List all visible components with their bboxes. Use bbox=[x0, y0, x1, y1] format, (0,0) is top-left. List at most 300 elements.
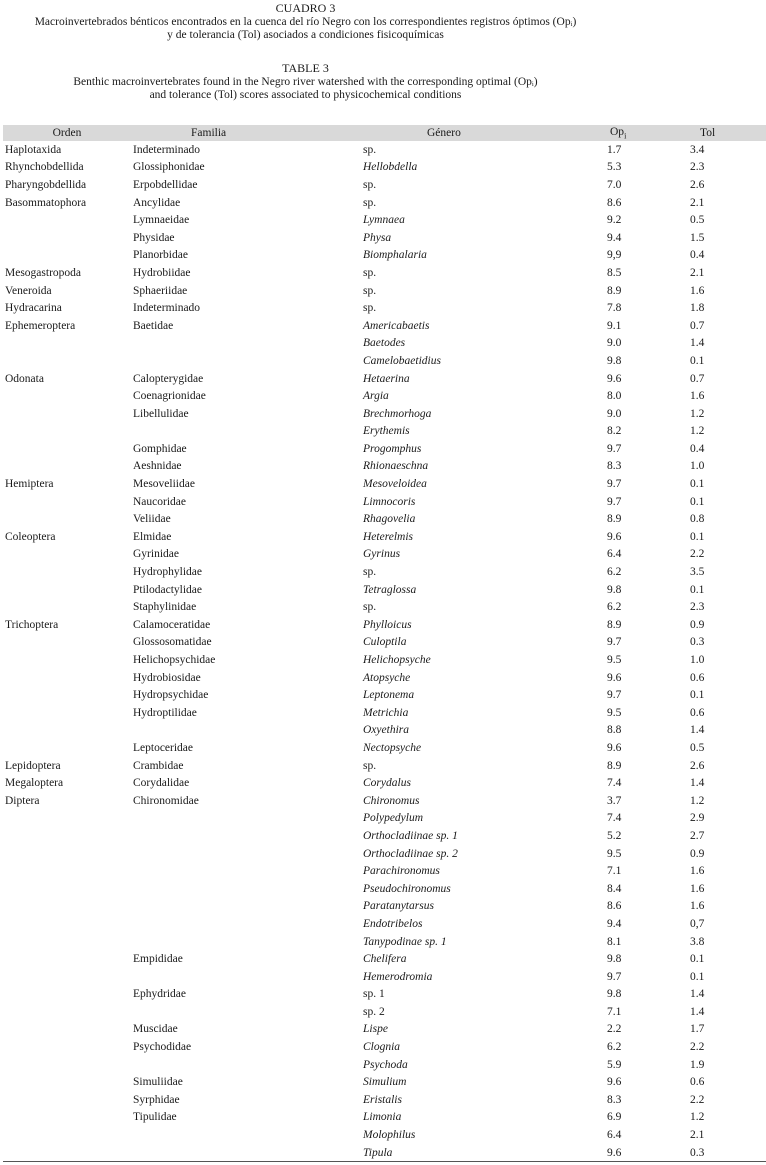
cell-tol: 0.4 bbox=[690, 249, 705, 262]
cell-genero: Metrichia bbox=[363, 706, 409, 719]
cell-tol: 1.6 bbox=[690, 390, 705, 403]
cell-orden: Haplotaxida bbox=[5, 143, 62, 156]
cell-tol: 0.4 bbox=[690, 442, 705, 455]
cell-genero: sp. bbox=[363, 178, 377, 191]
cell-genero: sp. bbox=[363, 601, 377, 614]
cell-orden bbox=[3, 704, 131, 722]
cell-genero: Heterelmis bbox=[363, 530, 414, 543]
cell-op: 7.4 bbox=[607, 812, 622, 825]
cell-orden: Mesogastropoda bbox=[5, 266, 82, 279]
cell-genero: sp. bbox=[363, 302, 377, 315]
table-row bbox=[3, 387, 766, 405]
cell-orden bbox=[3, 651, 131, 669]
cell-familia: Empididae bbox=[133, 953, 183, 966]
table-row bbox=[3, 176, 766, 194]
cell-genero: Pseudochironomus bbox=[363, 882, 451, 895]
cell-op: 9.6 bbox=[607, 671, 622, 684]
cell-orden: Trichoptera bbox=[5, 618, 59, 631]
table-row bbox=[3, 141, 766, 159]
cell-tol: 1.0 bbox=[690, 654, 705, 667]
cell-tol: 0,7 bbox=[690, 917, 705, 930]
cell-familia: Glossiphonidae bbox=[133, 161, 205, 174]
cell-genero: Hetaerina bbox=[363, 372, 410, 385]
cell-genero: Argia bbox=[363, 390, 389, 403]
cell-familia: Aeshnidae bbox=[133, 460, 182, 473]
table-row bbox=[3, 229, 766, 247]
cell-op: 7.8 bbox=[607, 302, 622, 315]
table-row bbox=[3, 1126, 766, 1144]
cell-familia: Indeterminado bbox=[133, 302, 201, 315]
cell-genero: Polypedylum bbox=[363, 812, 424, 825]
cell-op: 8.2 bbox=[607, 425, 622, 438]
cell-genero: sp. bbox=[363, 196, 377, 209]
table-row bbox=[3, 669, 766, 687]
cell-orden bbox=[3, 669, 131, 687]
cell-genero: Orthocladiinae sp. 1 bbox=[363, 829, 458, 842]
cell-tol: 1.4 bbox=[690, 988, 705, 1001]
table-body bbox=[3, 141, 766, 1162]
table-row bbox=[3, 651, 766, 669]
cell-familia bbox=[131, 1126, 361, 1144]
cell-genero: Molophilus bbox=[363, 1129, 416, 1142]
table-row bbox=[3, 827, 766, 845]
cell-orden: Diptera bbox=[5, 794, 40, 807]
cell-tol: 1.6 bbox=[690, 882, 705, 895]
cell-familia: Corydalidae bbox=[133, 777, 190, 790]
table-row bbox=[3, 1021, 766, 1039]
caption-spanish bbox=[0, 2, 611, 43]
table-row bbox=[3, 757, 766, 775]
table-row bbox=[3, 792, 766, 810]
cell-familia: Hydrobiosidae bbox=[133, 671, 201, 684]
cell-orden bbox=[3, 739, 131, 757]
cell-orden: Coleoptera bbox=[5, 530, 56, 543]
cell-orden: Basommatophora bbox=[5, 196, 87, 209]
cell-orden: Odonata bbox=[5, 372, 44, 385]
cell-op: 8.0 bbox=[607, 390, 622, 403]
cell-op: 7.1 bbox=[607, 865, 622, 878]
cell-genero: Oxyethira bbox=[363, 724, 409, 737]
cell-tol: 0.7 bbox=[690, 319, 705, 332]
table-row bbox=[3, 880, 766, 898]
cell-tol: 1.5 bbox=[690, 231, 705, 244]
cell-familia bbox=[131, 898, 361, 916]
cell-genero: Parachironomus bbox=[363, 865, 440, 878]
cell-familia bbox=[131, 722, 361, 740]
cell-tol: 1.2 bbox=[690, 425, 705, 438]
cell-genero: sp. bbox=[363, 759, 377, 772]
cell-orden bbox=[3, 598, 131, 616]
cell-familia: Simuliidae bbox=[133, 1076, 183, 1089]
cell-orden bbox=[3, 352, 131, 370]
cell-op: 8.9 bbox=[607, 759, 622, 772]
cell-familia: Ptilodactylidae bbox=[133, 583, 202, 596]
table-row bbox=[3, 528, 766, 546]
cell-familia: Tipulidae bbox=[133, 1111, 177, 1124]
cell-genero: Rhionaeschna bbox=[363, 460, 429, 473]
cell-familia bbox=[131, 352, 361, 370]
cell-orden bbox=[3, 563, 131, 581]
cell-orden bbox=[3, 898, 131, 916]
table-row bbox=[3, 264, 766, 282]
cell-op: 9.7 bbox=[607, 442, 622, 455]
cell-op: 9.7 bbox=[607, 495, 622, 508]
cell-familia: Ephydridae bbox=[133, 988, 187, 1001]
cell-familia: Glossosomatidae bbox=[133, 636, 212, 649]
caption-es-line1: Macroinvertebrados bénticos encontrados en la cuenca del río Negro con los correspondientes registros óptimos (Opᵢ) bbox=[34, 15, 577, 28]
cell-familia: Elmidae bbox=[133, 530, 172, 543]
cell-tol: 0.1 bbox=[690, 583, 705, 596]
cell-tol: 1.4 bbox=[690, 1005, 705, 1018]
cell-genero: Clognia bbox=[363, 1041, 401, 1054]
cell-op: 9.8 bbox=[607, 583, 622, 596]
cell-op: 9.4 bbox=[607, 917, 622, 930]
cell-tol: 0.7 bbox=[690, 372, 705, 385]
cell-tol: 0.3 bbox=[690, 636, 705, 649]
cell-op: 9.6 bbox=[605, 1144, 670, 1162]
cell-orden bbox=[3, 1144, 131, 1162]
cell-orden bbox=[3, 1126, 131, 1144]
cell-familia: Hydropsychidae bbox=[133, 689, 209, 702]
cell-tol: 0.1 bbox=[690, 530, 705, 543]
cell-familia: Sphaeriidae bbox=[133, 284, 188, 297]
cell-op: 9.0 bbox=[607, 407, 622, 420]
cell-tol: 2.3 bbox=[690, 161, 705, 174]
cell-tol: 0.9 bbox=[690, 847, 705, 860]
cell-genero: Psychoda bbox=[363, 1058, 408, 1071]
cell-familia: Psychodidae bbox=[133, 1041, 192, 1054]
cell-orden bbox=[3, 1038, 131, 1056]
cell-op: 9.4 bbox=[607, 231, 622, 244]
cell-op: 8.9 bbox=[607, 284, 622, 297]
caption-english bbox=[0, 62, 611, 103]
cell-familia bbox=[131, 810, 361, 828]
macroinvertebrate-table bbox=[3, 125, 766, 1162]
cell-orden bbox=[3, 423, 131, 441]
cell-op: 6.2 bbox=[607, 601, 622, 614]
header-op-text: Op bbox=[610, 125, 625, 138]
cell-op: 5.3 bbox=[607, 161, 622, 174]
cell-genero: Chelifera bbox=[363, 953, 407, 966]
cell-genero: Leptonema bbox=[363, 689, 415, 702]
cell-familia: Chironomidae bbox=[133, 794, 199, 807]
cell-orden bbox=[3, 405, 131, 423]
cell-familia: Calopterygidae bbox=[133, 372, 204, 385]
cell-familia: Crambidae bbox=[133, 759, 184, 772]
cell-orden: Rhynchobdellida bbox=[5, 161, 84, 174]
cell-genero: Tipula bbox=[361, 1144, 605, 1162]
cell-tol: 0.1 bbox=[690, 689, 705, 702]
table-row bbox=[3, 510, 766, 528]
cell-op: 6.9 bbox=[607, 1111, 622, 1124]
table-row bbox=[3, 968, 766, 986]
table-label-es: CUADRO 3 bbox=[275, 1, 336, 15]
table-row bbox=[3, 247, 766, 265]
cell-tol: 2.9 bbox=[690, 812, 705, 825]
cell-genero: sp. bbox=[363, 284, 377, 297]
table-row bbox=[3, 915, 766, 933]
cell-orden bbox=[3, 458, 131, 476]
cell-genero: Camelobaetidius bbox=[363, 354, 441, 367]
cell-orden bbox=[3, 686, 131, 704]
cell-familia: Calamoceratidae bbox=[133, 618, 211, 631]
cell-op: 9.6 bbox=[607, 1076, 622, 1089]
table-row bbox=[3, 581, 766, 599]
cell-familia: Veliidae bbox=[133, 513, 171, 526]
table-row bbox=[3, 810, 766, 828]
cell-genero: sp. 2 bbox=[363, 1005, 385, 1018]
cell-orden bbox=[3, 933, 131, 951]
cell-genero: Tetraglossa bbox=[363, 583, 417, 596]
cell-orden bbox=[3, 211, 131, 229]
cell-familia: Hydroptilidae bbox=[133, 706, 197, 719]
cell-op: 1.7 bbox=[607, 143, 622, 156]
cell-orden: Hemiptera bbox=[5, 478, 54, 491]
cell-tol: 0.5 bbox=[690, 214, 705, 227]
cell-orden bbox=[3, 915, 131, 933]
cell-op: 9.7 bbox=[607, 970, 622, 983]
cell-op: 6.4 bbox=[607, 548, 622, 561]
cell-orden bbox=[3, 722, 131, 740]
cell-tol: 2.2 bbox=[690, 548, 705, 561]
cell-familia bbox=[131, 335, 361, 353]
cell-op: 9.8 bbox=[607, 953, 622, 966]
table-row bbox=[3, 598, 766, 616]
table-header bbox=[3, 125, 766, 141]
cell-tol: 2.2 bbox=[690, 1093, 705, 1106]
cell-familia: Hydrophylidae bbox=[133, 566, 202, 579]
cell-familia: Baetidae bbox=[133, 319, 174, 332]
cell-tol: 0.3 bbox=[670, 1144, 766, 1162]
cell-orden bbox=[3, 1109, 131, 1127]
cell-orden bbox=[3, 634, 131, 652]
cell-tol: 0.1 bbox=[690, 970, 705, 983]
cell-op: 9.8 bbox=[607, 988, 622, 1001]
cell-orden bbox=[3, 968, 131, 986]
cell-op: 8.4 bbox=[607, 882, 622, 895]
cell-op: 7.1 bbox=[607, 1005, 622, 1018]
cell-familia: Mesoveliidae bbox=[133, 478, 195, 491]
cell-familia: Erpobdellidae bbox=[133, 178, 198, 191]
table-row bbox=[3, 159, 766, 177]
header-orden: Orden bbox=[52, 127, 82, 139]
cell-orden bbox=[3, 247, 131, 265]
table-row bbox=[3, 282, 766, 300]
cell-orden bbox=[3, 510, 131, 528]
table-row bbox=[3, 405, 766, 423]
cell-genero: Eristalis bbox=[363, 1093, 402, 1106]
cell-genero: Lispe bbox=[363, 1023, 388, 1036]
cell-op: 9.6 bbox=[607, 372, 622, 385]
cell-orden: Lepidoptera bbox=[5, 759, 61, 772]
cell-genero: Erythemis bbox=[363, 425, 410, 438]
cell-orden bbox=[3, 229, 131, 247]
cell-tol: 1.8 bbox=[690, 302, 705, 315]
cell-tol: 3.8 bbox=[690, 935, 705, 948]
table-row bbox=[3, 774, 766, 792]
table-row bbox=[3, 1038, 766, 1056]
cell-op: 9.6 bbox=[607, 530, 622, 543]
table-row bbox=[3, 475, 766, 493]
cell-orden: Hydracarina bbox=[5, 302, 62, 315]
cell-genero: Biomphalaria bbox=[363, 249, 427, 262]
cell-op: 8.1 bbox=[607, 935, 622, 948]
cell-genero: sp. bbox=[363, 143, 377, 156]
cell-familia: Hydrobiidae bbox=[133, 266, 191, 279]
cell-op: 9.8 bbox=[607, 354, 622, 367]
cell-familia: Ancylidae bbox=[133, 196, 181, 209]
table-row bbox=[3, 458, 766, 476]
cell-genero: sp. bbox=[363, 566, 377, 579]
table-row bbox=[3, 1109, 766, 1127]
cell-genero: Chironomus bbox=[363, 794, 420, 807]
cell-orden: Megaloptera bbox=[5, 777, 64, 790]
cell-op: 5.9 bbox=[607, 1058, 622, 1071]
table-row bbox=[3, 686, 766, 704]
caption-en-line2: and tolerance (Tol) scores associated to physicochemical conditions bbox=[149, 89, 462, 101]
table-row bbox=[3, 299, 766, 317]
cell-tol: 1.0 bbox=[690, 460, 705, 473]
table-row bbox=[3, 1073, 766, 1091]
cell-op: 9.6 bbox=[607, 741, 622, 754]
cell-op: 9.5 bbox=[607, 706, 622, 719]
cell-genero: Culoptila bbox=[363, 636, 407, 649]
cell-orden bbox=[3, 493, 131, 511]
cell-genero: Orthocladiinae sp. 2 bbox=[363, 847, 458, 860]
cell-orden: Ephemeroptera bbox=[5, 319, 76, 332]
table-row bbox=[3, 317, 766, 335]
table-row bbox=[3, 493, 766, 511]
cell-genero: Nectopsyche bbox=[363, 741, 422, 754]
cell-genero: Helichopsyche bbox=[363, 654, 431, 667]
cell-tol: 0.9 bbox=[690, 618, 705, 631]
cell-op: 6.2 bbox=[607, 1041, 622, 1054]
cell-tol: 1.9 bbox=[690, 1058, 705, 1071]
cell-genero: Lymnaea bbox=[363, 214, 405, 227]
cell-op: 6.2 bbox=[607, 566, 622, 579]
cell-familia: Helichopsychidae bbox=[133, 654, 216, 667]
cell-orden bbox=[3, 827, 131, 845]
cell-genero: Rhagovelia bbox=[363, 513, 416, 526]
cell-familia: Syrphidae bbox=[133, 1093, 180, 1106]
table-row bbox=[3, 352, 766, 370]
cell-op: 9.5 bbox=[607, 654, 622, 667]
cell-tol: 1.4 bbox=[690, 724, 705, 737]
cell-familia bbox=[131, 827, 361, 845]
header-op-subscript: i bbox=[624, 131, 627, 141]
cell-familia bbox=[131, 1003, 361, 1021]
cell-genero: Mesoveloidea bbox=[363, 478, 427, 491]
table-row bbox=[3, 704, 766, 722]
table-row bbox=[3, 1144, 766, 1162]
cell-op: 8.6 bbox=[607, 900, 622, 913]
cell-op: 9.1 bbox=[607, 319, 622, 332]
cell-genero: Limonia bbox=[363, 1111, 402, 1124]
cell-tol: 0.1 bbox=[690, 478, 705, 491]
cell-orden bbox=[3, 986, 131, 1004]
cell-tol: 2.6 bbox=[690, 759, 705, 772]
cell-familia bbox=[131, 1056, 361, 1074]
cell-genero: Tanypodinae sp. 1 bbox=[363, 935, 447, 948]
cell-familia bbox=[131, 933, 361, 951]
cell-op: 8.3 bbox=[607, 1093, 622, 1106]
cell-tol: 1.6 bbox=[690, 900, 705, 913]
cell-tol: 2.7 bbox=[690, 829, 705, 842]
caption-en-line1: Benthic macroinvertebrates found in the Negro river watershed with the corresponding optimal (Opᵢ) bbox=[73, 75, 538, 88]
cell-op: 8.6 bbox=[607, 196, 622, 209]
table-row bbox=[3, 563, 766, 581]
caption-es-line2: y de tolerancia (Tol) asociados a condiciones fisicoquímicas bbox=[167, 29, 444, 41]
table-row bbox=[3, 722, 766, 740]
cell-tol: 2.1 bbox=[690, 196, 705, 209]
cell-familia: Muscidae bbox=[133, 1023, 178, 1036]
cell-genero: Endotribelos bbox=[363, 917, 423, 930]
cell-genero: Corydalus bbox=[363, 777, 411, 790]
cell-tol: 1.7 bbox=[690, 1023, 705, 1036]
cell-op: 9.2 bbox=[607, 214, 622, 227]
header-familia: Familia bbox=[191, 127, 227, 139]
cell-genero: Gyrinus bbox=[363, 548, 401, 561]
cell-op: 9.7 bbox=[607, 689, 622, 702]
cell-familia bbox=[131, 1144, 361, 1162]
cell-op: 9.0 bbox=[607, 337, 622, 350]
cell-op: 8.3 bbox=[607, 460, 622, 473]
cell-op: 6.4 bbox=[607, 1129, 622, 1142]
cell-genero: Hemerodromia bbox=[363, 970, 433, 983]
cell-familia: Leptoceridae bbox=[133, 741, 194, 754]
cell-familia bbox=[131, 845, 361, 863]
cell-op: 7.4 bbox=[607, 777, 622, 790]
table-row bbox=[3, 933, 766, 951]
table-row bbox=[3, 370, 766, 388]
table-row bbox=[3, 194, 766, 212]
cell-op: 8.9 bbox=[607, 513, 622, 526]
cell-orden bbox=[3, 335, 131, 353]
cell-orden bbox=[3, 880, 131, 898]
cell-familia: Lymnaeidae bbox=[133, 214, 190, 227]
cell-tol: 1.6 bbox=[690, 284, 705, 297]
table-row bbox=[3, 950, 766, 968]
cell-orden bbox=[3, 581, 131, 599]
cell-tol: 1.6 bbox=[690, 865, 705, 878]
cell-familia bbox=[131, 880, 361, 898]
cell-tol: 1.2 bbox=[690, 407, 705, 420]
cell-familia bbox=[131, 862, 361, 880]
cell-genero: Brechmorhoga bbox=[363, 407, 432, 420]
table-row bbox=[3, 898, 766, 916]
header-tol: Tol bbox=[700, 127, 716, 139]
cell-familia: Physidae bbox=[133, 231, 175, 244]
cell-orden bbox=[3, 950, 131, 968]
cell-orden bbox=[3, 862, 131, 880]
cell-op: 9,9 bbox=[607, 249, 622, 262]
table-row bbox=[3, 1003, 766, 1021]
cell-genero: Americabaetis bbox=[363, 319, 430, 332]
cell-tol: 1.2 bbox=[690, 1111, 705, 1124]
cell-tol: 0.6 bbox=[690, 671, 705, 684]
cell-familia: Indeterminado bbox=[133, 143, 201, 156]
cell-genero: Baetodes bbox=[363, 337, 406, 350]
cell-orden bbox=[3, 387, 131, 405]
cell-orden: Veneroida bbox=[5, 284, 52, 297]
cell-tol: 1.4 bbox=[690, 337, 705, 350]
cell-familia: Naucoridae bbox=[133, 495, 186, 508]
cell-orden bbox=[3, 1056, 131, 1074]
cell-op: 5.2 bbox=[607, 829, 622, 842]
cell-genero: Hellobdella bbox=[363, 161, 418, 174]
cell-genero: Physa bbox=[363, 231, 392, 244]
cell-familia: Staphylinidae bbox=[133, 601, 197, 614]
